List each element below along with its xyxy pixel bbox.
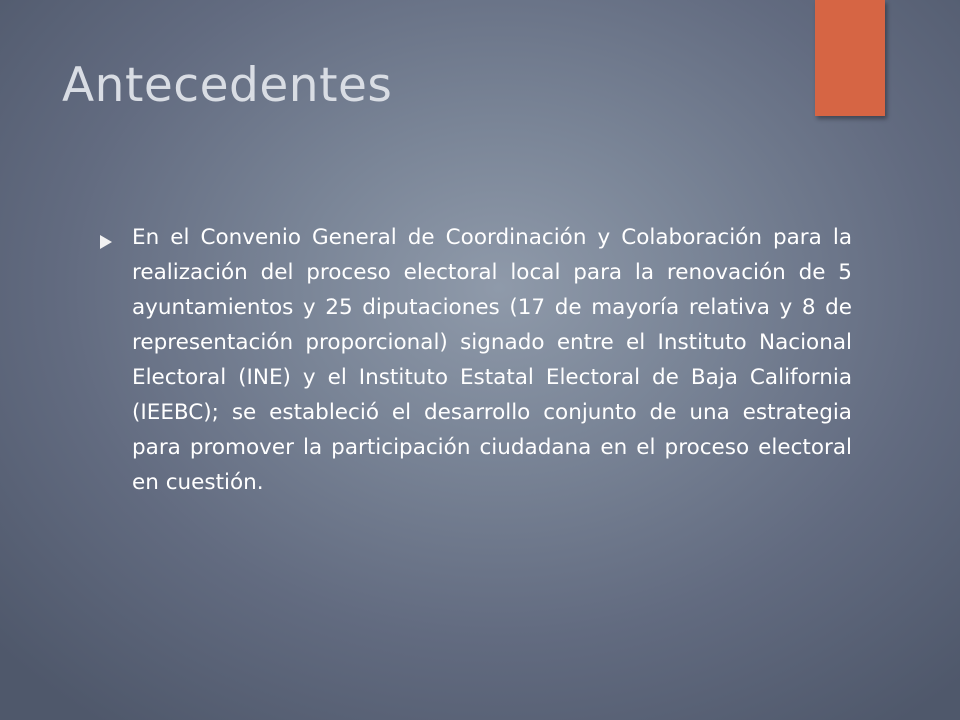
slide-title: Antecedentes [62, 58, 393, 113]
bullet-item [100, 220, 852, 500]
slide-content [100, 220, 852, 500]
accent-bar [815, 0, 885, 116]
bullet-text: En el Convenio General de Coordinación y Colaboración para la realización del proceso electoral local para la renovación de 5 ayuntamientos y 25 diputaciones (17 de mayoría relativa y 8 de representación proporcional) signado entre el Instituto Nacional Electoral (INE) y el Instituto Estatal Electoral de Baja California (IEEBC); se estableció el desarrollo conjunto de una estrategia para promover la participación ciudadana en el proceso electoral en cuestión. [132, 225, 852, 495]
triangle-bullet-icon [100, 235, 112, 249]
